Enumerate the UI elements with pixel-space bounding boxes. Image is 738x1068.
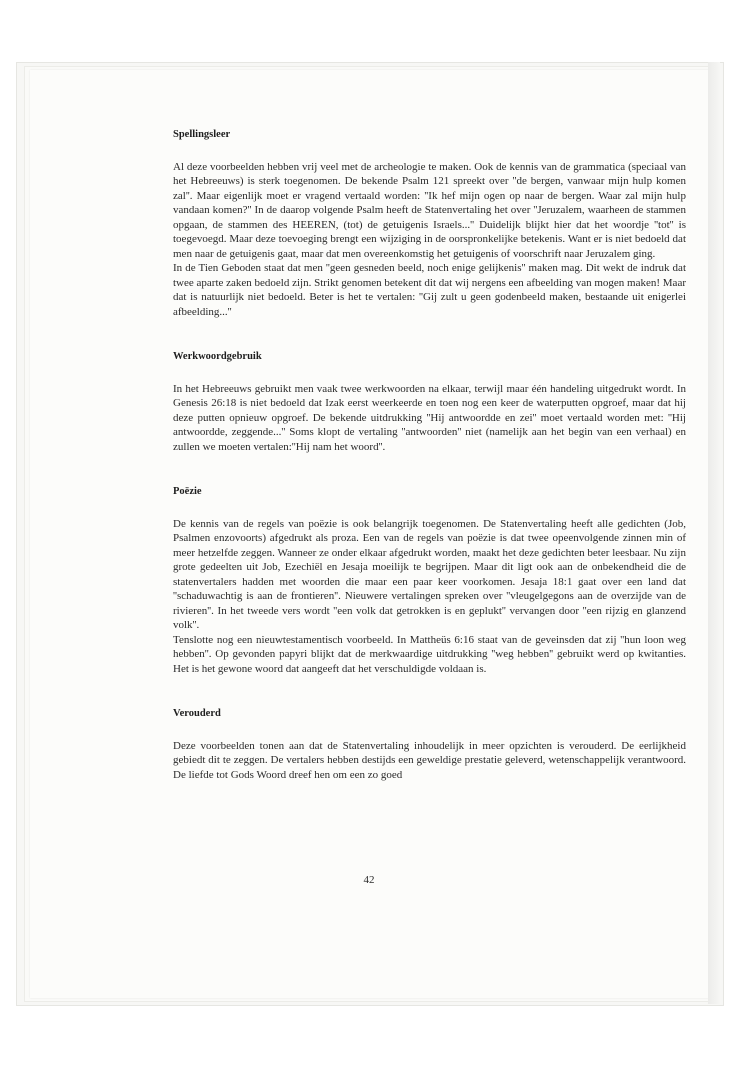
paragraph: Al deze voorbeelden hebben vrij veel met de archeologie te maken. Ook de kennis van de grammatica (speciaal van het Hebreeuws) is sterk toegenomen. De bekende Psalm 121 spreekt over ''de bergen, vanwaar mijn hulp komen zal''. Maar eigenlijk moet er vragend vertaald worden: ''Ik hef mijn ogen op naar de bergen. Waar zal mijn hulp vandaan komen?'' In de daarop volgende Psalm heeft de Statenvertaling het over ''Jeruzalem, waarheen de stammen opgaan, de stammen des HEEREN, (tot) de getuigenis Israels...'' Duidelijk blijkt hier dat het woordje ''tot'' is toegevoegd. Maar deze toevoeging brengt een wijziging in de oorspronkelijke betekenis. Want er is niet bedoeld dat men naar de getuigenis gaat, maar dat men overeenkomstig het getuigenis of voorschrift naar Jeruzalem ging. (173, 160, 686, 260)
section-heading: Poëzie (173, 486, 202, 497)
page-number: 42 (363, 874, 375, 886)
section-heading: Werkwoordgebruik (173, 351, 262, 362)
section-heading: Spellingsleer (173, 129, 231, 140)
paragraph: Deze voorbeelden tonen aan dat de Statenvertaling inhoudelijk in meer opzichten is verouderd. De eerlijkheid gebiedt dit te zeggen. De vertalers hebben destijds een geweldige prestatie geleverd, wetenschappelijk verantwoord. De liefde tot Gods Woord dreef hen om een zo goed (173, 739, 686, 781)
page-binding-strip (708, 62, 720, 1004)
section-verouderd (173, 707, 686, 782)
section-heading: Verouderd (173, 708, 221, 719)
paragraph: De kennis van de regels van poëzie is ook belangrijk toegenomen. De Statenvertaling heeft alle gedichten (Job, Psalmen enzovoorts) afgedrukt als proza. Een van de regels van poëzie is dat twee opeenvolgende zinnen min of meer hetzelfde zeggen. Wanneer ze onder elkaar afgedrukt worden, maakt het deze gedichten beter leesbaar. Nu zijn grote gedeelten uit Job, Ezechiël en Jesaja moeilijk te begrijpen. Maar dit ligt ook aan de onbekendheid die de statenvertalers hadden met woorden die maar een paar keer voorkomen. Jesaja 18:1 gaat over een land dat ''schaduwachtig is aan de frontieren''. Nieuwere vertalingen spreken over ''vleugelgegons aan de overzijde van de rivieren''. In het tweede vers wordt ''een volk dat getrokken is en geplukt'' vervangen door ''een rijzig en glanzend volk''. (173, 517, 686, 631)
page-content (173, 128, 686, 782)
paragraph: In de Tien Geboden staat dat men ''geen gesneden beeld, noch enige gelijkenis'' maken mag. Dit wekt de indruk dat twee aparte zaken bedoeld zijn. Strikt genomen betekent dit dat wij nergens een afbeelding van mogen maken! Maar dat is natuurlijk niet bedoeld. Beter is het te vertalen: ''Gij zult u geen godenbeeld maken, bestaande uit enigerlei afbeelding...'' (173, 262, 686, 318)
paragraph: Tenslotte nog een nieuwtestamentisch voorbeeld. In Mattheüs 6:16 staat van de geveinsden dat zij ''hun loon weg hebben''. Op gevonden papyri blijkt dat de merkwaardige uitdrukking ''weg hebben'' gebruikt werd op kwitanties. Het is het gewone woord dat aangeeft dat het verschuldigde voldaan is. (173, 633, 686, 675)
section-poezie (173, 485, 686, 676)
paragraph: In het Hebreeuws gebruikt men vaak twee werkwoorden na elkaar, terwijl maar één handeling uitgedrukt wordt. In Genesis 26:18 is niet bedoeld dat Izak eerst weerkeerde en toen nog een keer de waterputten opgroef, maar dat hij deze putten opnieuw opgroef. De bekende uitdrukking ''Hij antwoordde en zei'' moet vertaald worden met: ''Hij antwoordde, zeggende...'' Soms klopt de vertaling ''antwoorden'' niet (namelijk aan het begin van een verhaal) en zullen we moeten vertalen:''Hij nam het woord''. (173, 382, 686, 453)
section-werkwoordgebruik (173, 350, 686, 454)
section-spellingsleer (173, 128, 686, 319)
